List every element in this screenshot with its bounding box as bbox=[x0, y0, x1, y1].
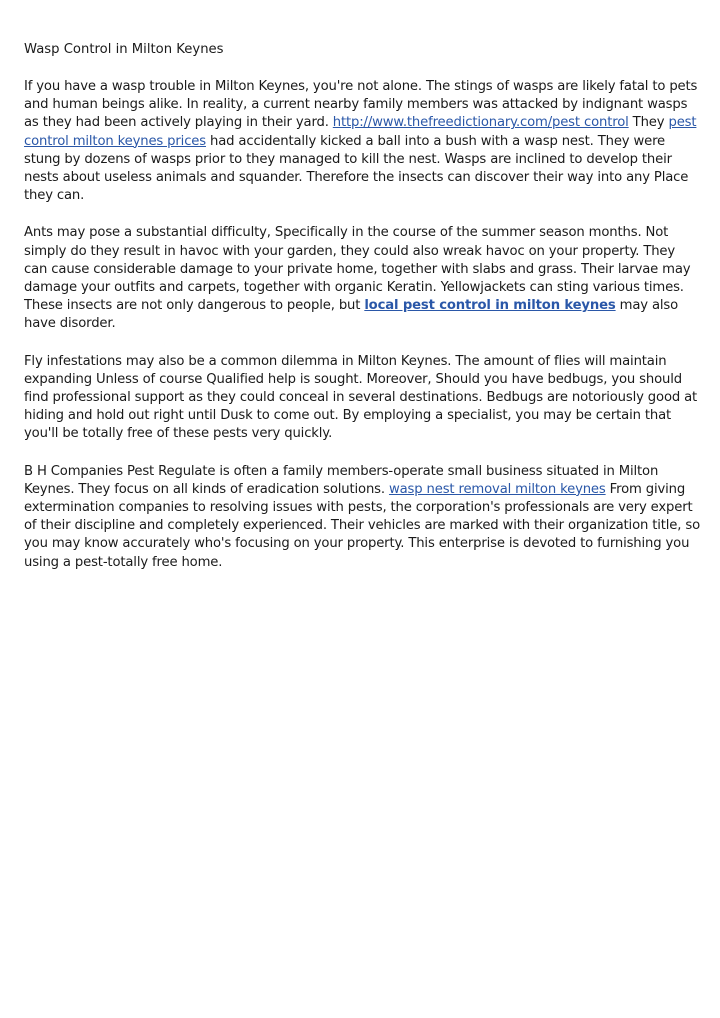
link-local-pest-control[interactable]: local pest control in milton keynes bbox=[364, 298, 616, 314]
paragraph-text: may also have disorder. bbox=[24, 298, 679, 332]
document-title: Wasp Control in Milton Keynes bbox=[24, 42, 224, 57]
paragraph-company bbox=[24, 463, 700, 572]
link-freedictionary[interactable]: http://www.thefreedictionary.com/pest control bbox=[332, 115, 629, 131]
paragraph-text: B H Companies Pest Regulate is often a family members-operate small business situated in Milton Keynes. They focus on all kinds of eradication solutions. bbox=[24, 463, 659, 497]
link-pest-control-prices[interactable]: pest control milton keynes prices bbox=[24, 115, 697, 149]
document-page bbox=[24, 41, 700, 591]
paragraph-text: Fly infestations may also be a common dilemma in Milton Keynes. The amount of flies will maintain expanding Unless of course Qualified help is sought. Moreover, Should you have bedbugs, you should find professional support as they could conceal in several destinations. Bedbugs are notoriously good at hiding and hold out right until Dusk to come out. By employing a specialist, you may be certain that you'll be totally free of these pests very quickly. bbox=[24, 353, 698, 442]
paragraph-text: From giving extermination companies to resolving issues with pests, the corporation's professionals are very expert of their discipline and completely experienced. Their vehicles are marked with their organization title, so you may know accurately who's focusing on your property. This enterprise is devoted to furnishing you using a pest-totally free home. bbox=[24, 481, 700, 570]
paragraph-text: If you have a wasp trouble in Milton Keynes, you're not alone. The stings of wasps are likely fatal to pets and human beings alike. In reality, a current nearby family members was attacked by indignant wasps as they had been actively playing in their yard. bbox=[24, 79, 698, 131]
paragraph-wasps bbox=[24, 78, 700, 205]
paragraph-text: Ants may pose a substantial difficulty, Specifically in the course of the summer season months. Not simply do they result in havoc with your garden, they could also wreak havoc on your property. They can cause considerable damage to your private home, together with slabs and grass. Their larvae may damage your outfits and carpets, together with organic Keratin. Yellowjackets can sting various times. These insects are not only dangerous to people, but bbox=[24, 225, 691, 314]
paragraph-ants bbox=[24, 224, 700, 333]
paragraph-text: had accidentally kicked a ball into a bush with a wasp nest. They were stung by dozens of wasps prior to they managed to kill the nest. Wasps are inclined to develop their nests about useless animals and squander. Therefore the insects can discover their way into any Place they can. bbox=[24, 133, 689, 204]
paragraph-flies bbox=[24, 353, 700, 444]
paragraph-text: They bbox=[628, 115, 669, 131]
link-wasp-nest-removal[interactable]: wasp nest removal milton keynes bbox=[388, 481, 606, 497]
